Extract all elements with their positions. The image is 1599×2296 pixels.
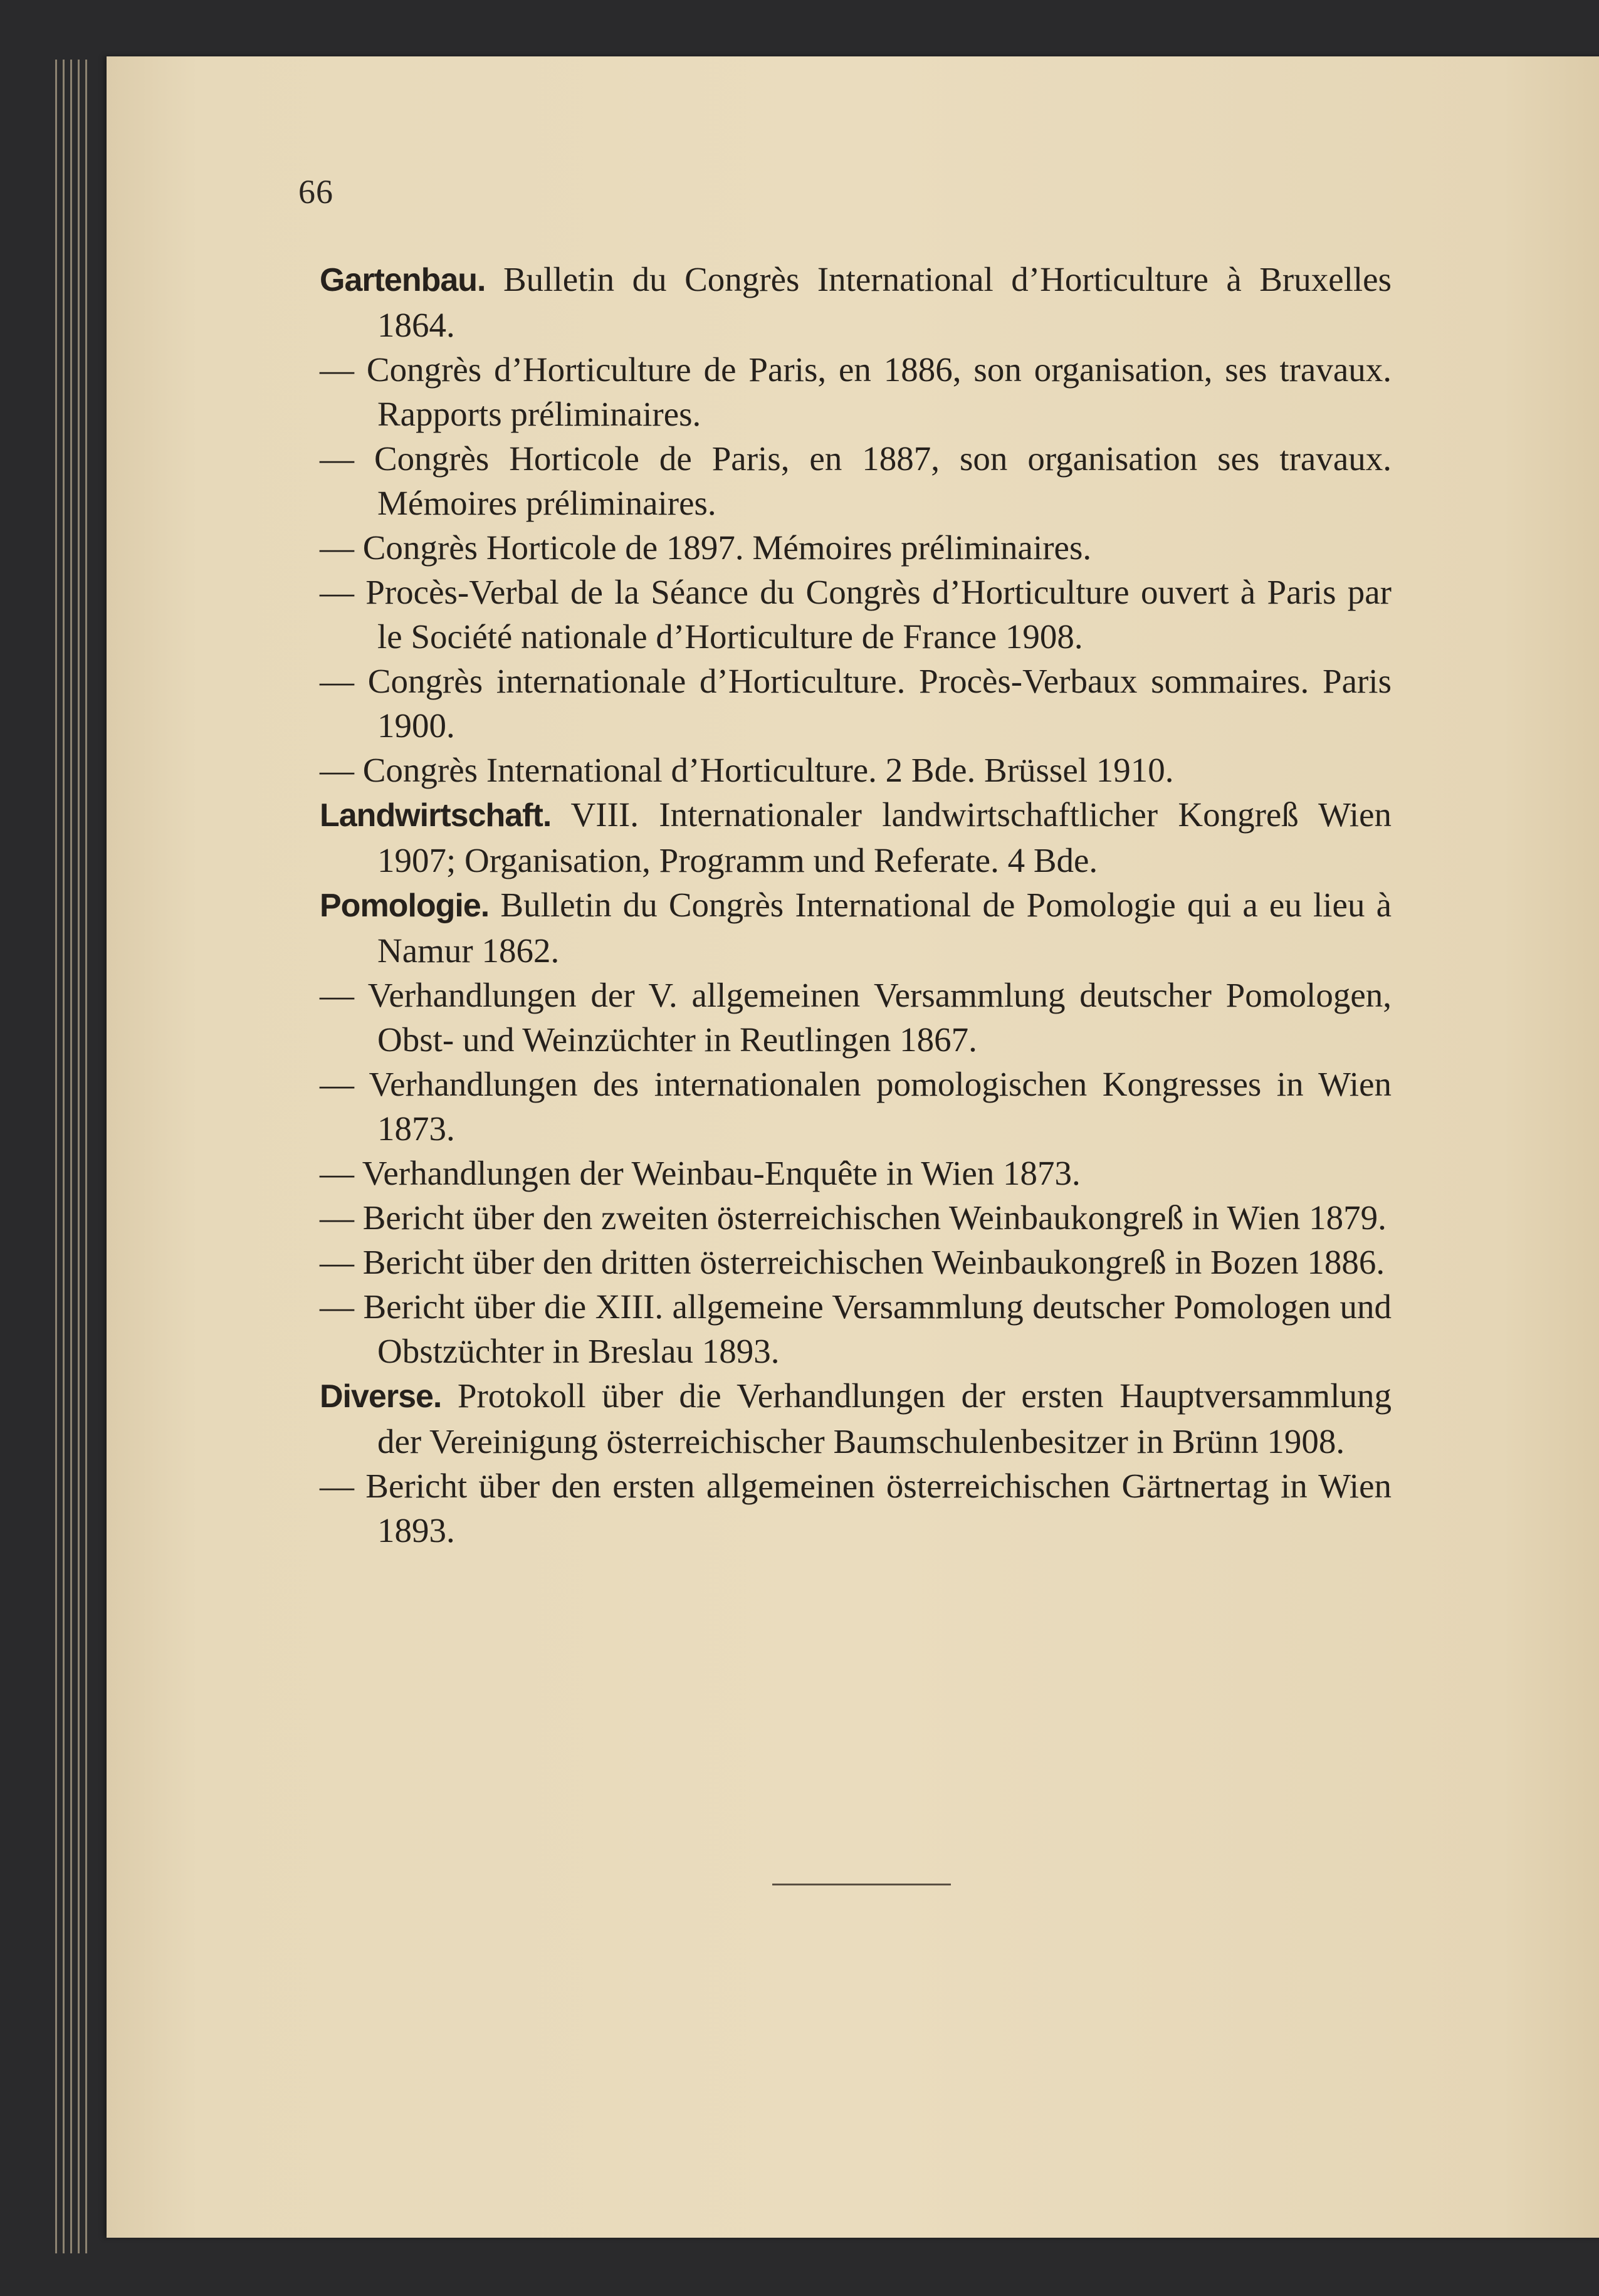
list-entry xyxy=(320,1151,1392,1195)
list-entry xyxy=(320,1284,1392,1373)
list-entry xyxy=(320,792,1392,883)
list-entry xyxy=(320,659,1392,748)
page-edge xyxy=(78,60,80,2253)
entry-text: Protokoll über die Verhandlungen der ersten Hauptversammlung der Vereinigung österreichischer Baumschulenbesitzer in Brünn 1908. xyxy=(377,1376,1392,1460)
page-edges xyxy=(55,60,93,2253)
page-edge xyxy=(55,60,57,2253)
entry-dash: — xyxy=(320,1467,354,1505)
entry-text: Verhandlungen der Weinbau-Enquête in Wien 1873. xyxy=(354,1154,1081,1192)
entry-text: Bulletin du Congrès International d’Horticulture à Bruxelles 1864. xyxy=(377,260,1392,344)
list-entry xyxy=(320,1464,1392,1553)
section-heading: Diverse. xyxy=(320,1378,442,1415)
page-content xyxy=(320,257,1392,1553)
entry-dash: — xyxy=(320,976,354,1014)
entry-dash: — xyxy=(320,1065,354,1103)
entry-text: Congrès Horticole de Paris, en 1887, son organisation ses travaux. Mémoires préliminaires. xyxy=(354,439,1392,522)
entry-dash: — xyxy=(320,1198,354,1237)
entry-dash: — xyxy=(320,350,354,389)
list-entry xyxy=(320,1240,1392,1284)
entry-text: Bericht über den ersten allgemeinen österreichischen Gärtnertag in Wien 1893. xyxy=(354,1467,1392,1549)
entry-text: Bericht über den zweiten österreichischen Weinbaukongreß in Wien 1879. xyxy=(354,1198,1387,1237)
entry-text: Congrès International d’Horticulture. 2 Bde. Brüssel 1910. xyxy=(354,751,1174,789)
entry-text: Bericht über die XIII. allgemeine Versammlung deutscher Pomologen und Obstzüchter in Breslau 1893. xyxy=(354,1287,1392,1370)
entry-dash: — xyxy=(320,1243,354,1281)
section-heading: Landwirtschaft. xyxy=(320,797,552,834)
entry-text: Bulletin du Congrès International de Pomologie qui a eu lieu à Namur 1862. xyxy=(377,886,1392,970)
entry-text: Congrès Horticole de 1897. Mémoires préliminaires. xyxy=(354,528,1092,567)
page-edge xyxy=(70,60,72,2253)
list-entry xyxy=(320,748,1392,792)
entry-dash: — xyxy=(320,528,354,567)
section-heading: Gartenbau. xyxy=(320,262,486,298)
entry-text: VIII. Internationaler landwirtschaftlicher Kongreß Wien 1907; Organisation, Programm und Referate. 4 Bde. xyxy=(377,795,1392,879)
page-edge xyxy=(85,60,87,2253)
entry-dash: — xyxy=(320,439,354,478)
entry-dash: — xyxy=(320,751,354,789)
list-entry xyxy=(320,973,1392,1062)
page-number: 66 xyxy=(298,173,333,211)
list-entry xyxy=(320,257,1392,347)
entry-dash: — xyxy=(320,1287,354,1326)
list-entry xyxy=(320,525,1392,570)
entry-text: Congrès internationale d’Horticulture. Procès-Verbaux sommaires. Paris 1900. xyxy=(354,662,1392,745)
list-entry xyxy=(320,347,1392,436)
entry-text: Congrès d’Horticulture de Paris, en 1886, son organisation, ses travaux. Rapports préliminaires. xyxy=(354,350,1392,433)
list-entry xyxy=(320,883,1392,973)
entry-dash: — xyxy=(320,662,354,700)
entry-dash: — xyxy=(320,573,354,611)
list-entry xyxy=(320,436,1392,525)
list-entry xyxy=(320,1373,1392,1464)
list-entry xyxy=(320,570,1392,659)
entry-dash: — xyxy=(320,1154,354,1192)
end-rule xyxy=(772,1884,951,1885)
section-heading: Pomologie. xyxy=(320,888,490,924)
entry-text: Bericht über den dritten österreichischen Weinbaukongreß in Bozen 1886. xyxy=(354,1243,1385,1281)
list-entry xyxy=(320,1195,1392,1240)
entry-text: Verhandlungen des internationalen pomologischen Kongresses in Wien 1873. xyxy=(354,1065,1392,1148)
entry-text: Procès-Verbal de la Séance du Congrès d’Horticulture ouvert à Paris par le Société nationale d’Horticulture de France 1908. xyxy=(354,573,1392,656)
list-entry xyxy=(320,1062,1392,1151)
page-edge xyxy=(63,60,65,2253)
entry-text: Verhandlungen der V. allgemeinen Versammlung deutscher Pomologen, Obst- und Weinzüchter in Reutlingen 1867. xyxy=(354,976,1392,1059)
